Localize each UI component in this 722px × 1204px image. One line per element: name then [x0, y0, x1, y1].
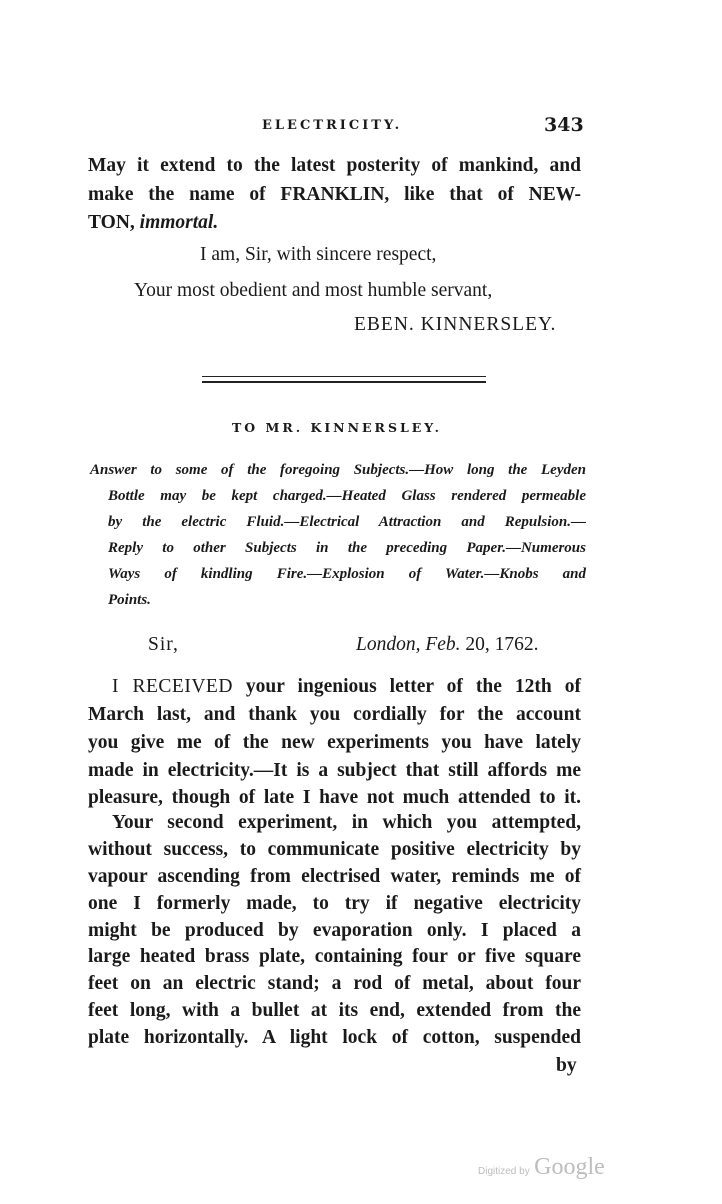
paragraph-2-line-2: without success, to communicate positive electricity by — [88, 839, 581, 860]
abstract-line-6: Points. — [108, 592, 151, 608]
paragraph-2-line-3: vapour ascending from electrised water, reminds me of — [88, 866, 581, 887]
paragraph-1-line-1 — [112, 676, 581, 698]
letter-end-line-2: make the name of FRANKLIN, like that of NEW- — [88, 184, 581, 205]
paragraph-2-line-1: Your second experiment, in which you attempted, — [112, 812, 581, 833]
paragraph-1-line-3: you give me of the new experiments you have lately — [88, 732, 581, 753]
abstract-line-1: Answer to some of the foregoing Subjects.—How long the Leyden — [90, 462, 586, 478]
paragraph-1-line-1-rest: your ingenious letter of the 12th of — [232, 676, 581, 697]
abstract-line-5: Ways of kindling Fire.—Explosion of Water.—Knobs and — [108, 566, 586, 582]
closing-line-2: Your most obedient and most humble servant, — [134, 280, 493, 301]
page-number: 343 — [544, 114, 584, 136]
watermark-prefix: Digitized by — [478, 1166, 530, 1177]
dateline — [356, 634, 539, 656]
letter-end-line-1: May it extend to the latest posterity of mankind, and — [88, 155, 581, 176]
paragraph-2-line-6: large heated brass plate, containing four or five square — [88, 946, 581, 967]
paragraph-2-line-4: one I formerly made, to try if negative electricity — [88, 893, 581, 914]
paragraph-1-line-5: pleasure, though of late I have not much attended to it. — [88, 787, 581, 808]
abstract-line-2: Bottle may be kept charged.—Heated Glass rendered permeable — [108, 488, 586, 504]
dateline-place: London, Feb. — [356, 634, 466, 655]
paragraph-2-line-8: feet long, with a bullet at its end, extended from the — [88, 1000, 581, 1021]
abstract-line-4: Reply to other Subjects in the preceding Paper.—Numerous — [108, 540, 586, 556]
letter-end-line-3-italic: immortal. — [139, 212, 219, 233]
abstract-line-3: by the electric Fluid.—Electrical Attraction and Repulsion.— — [108, 514, 586, 530]
paragraph-1-line-2: March last, and thank you cordially for the account — [88, 704, 581, 725]
paragraph-2-line-5: might be produced by evaporation only. I placed a — [88, 920, 581, 941]
running-head: ELECTRICITY. — [262, 118, 403, 133]
google-logo: Google — [534, 1154, 605, 1180]
section-heading: TO MR. KINNERSLEY. — [232, 420, 442, 435]
letter-end-line-3-text: TON, — [88, 212, 140, 233]
dateline-date: 20, 1762. — [465, 634, 539, 655]
paragraph-1-opening: I RECEIVED — [112, 676, 233, 697]
letter-end-line-3 — [88, 212, 218, 234]
salutation: Sir, — [148, 634, 179, 655]
divider-rule-bottom — [202, 381, 486, 383]
paragraph-2-line-9: plate horizontally. A light lock of cotton, suspended — [88, 1027, 581, 1048]
paragraph-2-line-7: feet on an electric stand; a rod of metal, about four — [88, 973, 581, 994]
paragraph-1-line-4: made in electricity.—It is a subject that still affords me — [88, 760, 581, 781]
divider-rule-top — [202, 376, 486, 377]
closing-line-1: I am, Sir, with sincere respect, — [200, 244, 437, 265]
signature: EBEN. KINNERSLEY. — [354, 314, 557, 335]
digitized-by-watermark — [478, 1154, 605, 1181]
catchword: by — [556, 1055, 577, 1076]
